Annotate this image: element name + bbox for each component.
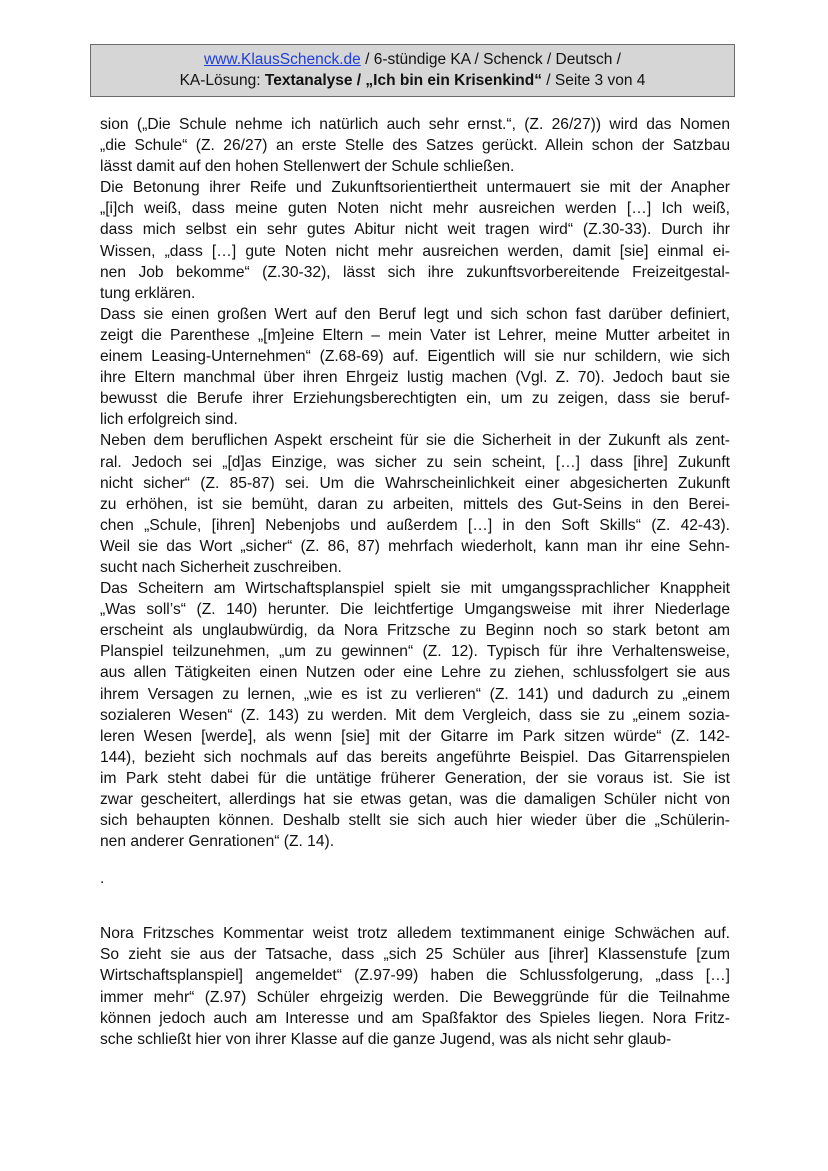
- text-line: Wissen, „dass […] gute Noten nicht mehr ausreichen werden, damit [sie] einmal ei-: [100, 242, 730, 260]
- text-line: zeigt die Parenthese „[m]eine Eltern – mein Vater ist Lehrer, meine Mutter arbeitet in: [100, 326, 730, 344]
- text-line: einem Leasing-Unternehmen“ (Z.68-69) auf. Eigentlich will sie nur schildern, wie sich: [100, 348, 730, 366]
- text-line: sucht nach Sicherheit zuschreiben.: [100, 558, 342, 576]
- text-line: „[i]ch weiß, dass meine guten Noten nicht mehr ausreichen werden […] Ich weiß,: [100, 200, 730, 218]
- text-line: zu erhöhen, ist sie bemüht, daran zu arbeiten, mittels des Gut-Seins in den Berei-: [100, 495, 730, 513]
- text-line: bewusst die Berufe ihrer Erziehungsberechtigten ein, um zu zeigen, dass sie beruf-: [100, 390, 730, 408]
- text-line: immer mehr“ (Z.97) Schüler ehrgeizig werden. Die Beweggründe für die Teilnahme: [100, 988, 730, 1006]
- text-line: tung erklären.: [100, 284, 196, 302]
- text-line: im Park steht dabei für die untätige früherer Generation, der sie voraus ist. Sie ist: [100, 769, 730, 787]
- text-line: ihrem Versagen zu lernen, „wie es ist zu verlieren“ (Z. 141) und dadurch zu „einem: [100, 685, 730, 703]
- header-line-1: [91, 49, 734, 70]
- text-line: sche schließt hier von ihrer Klasse auf die ganze Jugend, was als nicht sehr glaub-: [100, 1030, 672, 1048]
- separator-dot: .: [100, 870, 105, 888]
- text-line: dass mich selbst ein sehr gutes Abitur nicht weit tragen wird“ (Z.30-33). Durch ihr: [100, 221, 730, 239]
- text-line: leren Wesen [werde], als wenn [sie] mit der Gitarre im Park sitzen würde“ (Z. 142-: [100, 727, 730, 745]
- text-line: Neben dem beruflichen Aspekt erscheint für sie die Sicherheit in der Zukunft als zent-: [100, 432, 730, 450]
- text-line: lässt damit auf den hohen Stellenwert der Schule schließen.: [100, 158, 515, 176]
- paragraph: [100, 430, 730, 578]
- text-line: lich erfolgreich sind.: [100, 411, 238, 429]
- paragraph: [100, 578, 730, 852]
- website-link[interactable]: www.KlausSchenck.de: [203, 51, 361, 68]
- text-line: ihre Eltern manchmal über ihren Ehrgeiz lustig machen (Vgl. Z. 70). Jedoch baut sie: [100, 369, 730, 387]
- paragraph: [100, 177, 730, 304]
- text-line: „die Schule“ (Z. 26/27) an erste Stelle des Satzes gerückt. Allein schon der Satzbau: [100, 137, 730, 155]
- text-line: Weil sie das Wort „sicher“ (Z. 86, 87) mehrfach wiederholt, kann man ihr eine Sehn-: [100, 537, 730, 555]
- text-line: aus allen Tätigkeiten einen Nutzen oder eine Lehre zu ziehen, schlussfolgert sie aus: [100, 664, 730, 682]
- text-line: 144), bezieht sich nochmals auf das bereits angeführte Beispiel. Das Gitarrenspielen: [100, 748, 730, 766]
- text-line: sion („Die Schule nehme ich natürlich auch sehr ernst.“, (Z. 26/27)) wird das Nomen: [100, 116, 730, 133]
- header-title: Textanalyse / „Ich bin ein Krisenkind“: [264, 72, 542, 89]
- text-line: nicht sicher“ (Z. 85-87) sei. Um die Wahrscheinlichkeit einer abgesicherten Zukunft: [100, 474, 730, 492]
- document-body: [100, 114, 730, 1050]
- header-prefix: KA-Lösung:: [179, 72, 265, 89]
- text-line: chen „Schule, [ihren] Nebenjobs und außerdem […] in den Soft Skills“ (Z. 42-43).: [100, 516, 730, 534]
- text-line: nen Job bekomme“ (Z.30-32), lässt sich ihre zukunftsvorbereitende Freizeitgestal-: [100, 263, 730, 281]
- header-line-2: [91, 70, 734, 91]
- text-line: Dass sie einen großen Wert auf den Beruf legt und sich schon fast darüber definiert,: [100, 305, 730, 323]
- paragraph: [100, 114, 730, 177]
- final-paragraph: [100, 923, 730, 1050]
- text-line: Das Scheitern am Wirtschaftsplanspiel spielt sie mit umgangssprachlicher Knappheit: [100, 580, 730, 598]
- text-line: erscheint als unglaubwürdig, da Nora Fritzsche zu Beginn noch so stark betont am: [100, 622, 730, 640]
- text-line: nen anderer Genrationen“ (Z. 14).: [100, 833, 335, 851]
- text-line: Die Betonung ihrer Reife und Zukunftsorientiertheit untermauert sie mit der Anapher: [100, 179, 730, 197]
- text-line: Planspiel teilzunehmen, „um zu gewinnen“ (Z. 12). Typisch für ihre Verhaltensweise,: [100, 643, 730, 661]
- text-line: können jedoch auch am Interesse und am Spaßfaktor des Spieles liegen. Nora Fritz-: [100, 1009, 730, 1027]
- text-line: „Was soll’s“ (Z. 140) herunter. Die leichtfertige Umgangsweise mit ihrer Niederlage: [100, 601, 730, 619]
- header-line-1-rest: / 6-stündige KA / Schenck / Deutsch /: [360, 51, 621, 68]
- text-line: sich behaupten können. Deshalb stellt sie sich auch hier wieder über die „Schülerin-: [100, 812, 730, 830]
- page-header: [90, 44, 735, 97]
- paragraphs: [100, 114, 730, 852]
- text-line: sozialeren Wesen“ (Z. 143) zu werden. Mit dem Vergleich, dass sie zu „einem sozia-: [100, 706, 730, 724]
- text-line: Nora Fritzsches Kommentar weist trotz alledem textimmanent einige Schwächen auf.: [100, 925, 730, 943]
- text-line: ral. Jedoch sei „[d]as Einzige, was sicher zu sein scheint, […] dass [ihre] Zukunft: [100, 453, 730, 471]
- header-page-info: / Seite 3 von 4: [541, 72, 646, 89]
- paragraph: [100, 304, 730, 431]
- text-line: Wirtschaftsplanspiel] angemeldet“ (Z.97-99) haben die Schlussfolgerung, „dass […]: [100, 967, 730, 985]
- text-line: zwar gescheitert, allerdings hat sie etwas getan, was die damaligen Schüler nicht von: [100, 791, 730, 808]
- text-line: So zieht sie aus der Tatsache, dass „sich 25 Schüler aus [ihrer] Klassenstufe [zum: [100, 946, 730, 964]
